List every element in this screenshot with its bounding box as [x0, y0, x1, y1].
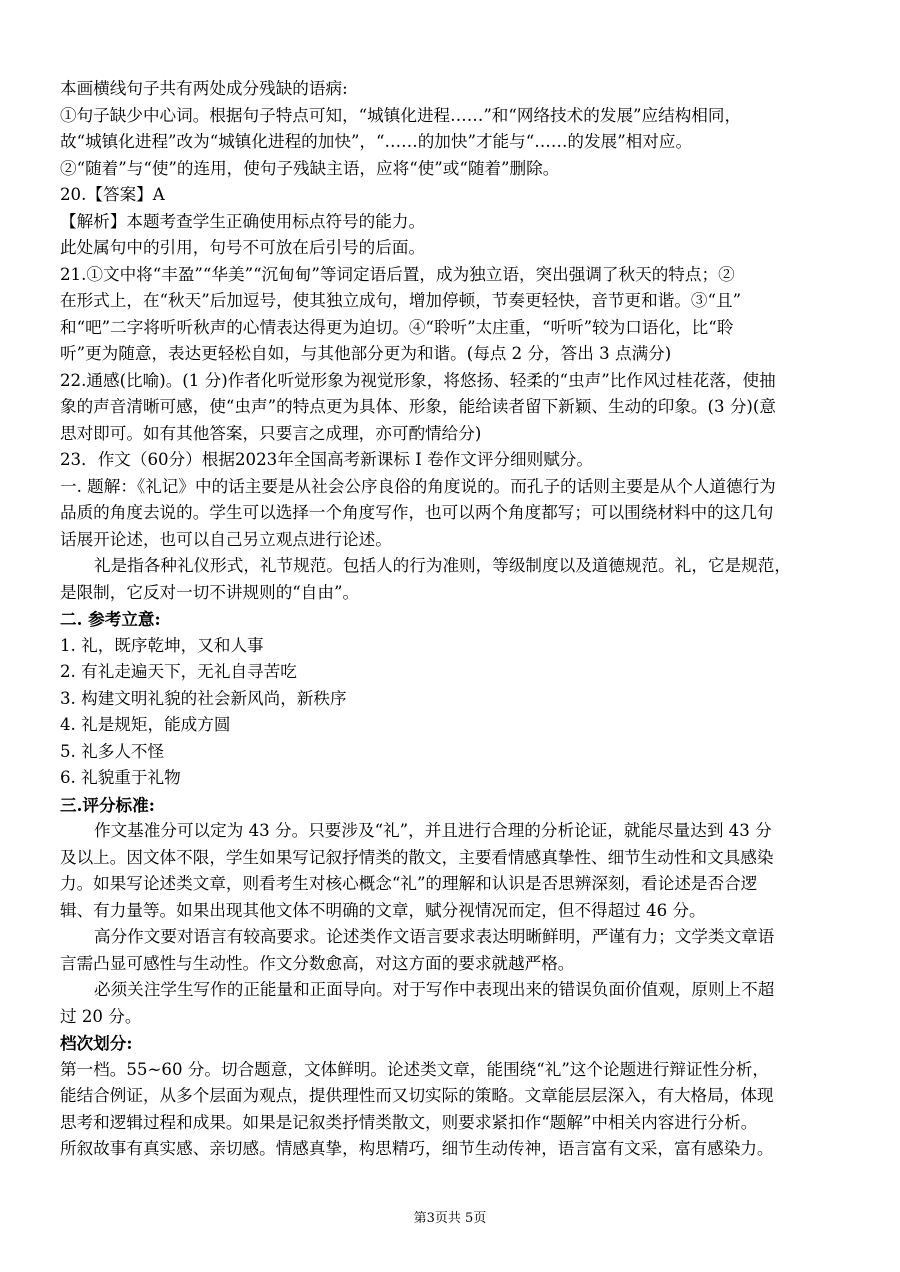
text-line: 思对即可。如有其他答案，只要言之成理，亦可酌情给分)	[60, 423, 482, 443]
text-line: 23．作文（60分）根据2023年全国高考新课标 I 卷作文评分细则赋分。	[60, 450, 593, 469]
text-line: 能结合例证，从多个层面为观点，提供理性而又切实际的策略。文章能层层深入，有大格局，体现	[60, 1086, 774, 1105]
text-line: 礼是指各种礼仪形式，礼节规范。包括人的行为准则，等级制度以及道德规范。礼，它是规范，	[94, 556, 791, 575]
text-line: 力。如果写论述类文章，则看考生对核心概念“礼”的理解和认识是否思辨深刻，看论述是否合逻	[60, 874, 758, 893]
text-line: 听”更为随意，表达更轻松自如，与其他部分更为和谐。(每点 2 分，答出 3 点满分)	[60, 344, 672, 363]
text-line: 20.【答案】A	[60, 185, 165, 204]
text-line: 本画横线句子共有两处成分残缺的语病:	[60, 79, 348, 98]
text-line: 【解析】本题考查学生正确使用标点符号的能力。	[60, 211, 426, 231]
text-line: ②“随着”与“使”的连用，使句子残缺主语，应将“使”或“随着”删除。	[60, 158, 560, 178]
text-line: 第一档。55~60 分。切合题意，文体鲜明。论述类文章，能围绕“礼”这个论题进行辩证性分析，	[60, 1059, 769, 1079]
text-line: 故“城镇化进程”改为“城镇化进程的加快”，“……的加快”才能与“……的发展”相对应。	[60, 132, 693, 151]
document-body	[60, 76, 840, 1163]
text-line: 在形式上，在“秋天”后加逗号，使其独立成句，增加停顿，节奏更轻快，音节更和谐。③“且”	[60, 291, 742, 310]
text-line: 高分作文要对语言有较高要求。论述类作文语言要求表达明晰鲜明，严谨有力；文学类文章语	[94, 927, 775, 946]
text-line: 话展开论述，也可以自己另立观点进行论述。	[60, 529, 392, 549]
text-line: 品质的角度去说的。学生可以选择一个角度写作，也可以两个角度都写；可以围绕材料中的这几句	[60, 503, 774, 522]
text-line: 档次划分:	[60, 1033, 133, 1053]
text-line: 思考和逻辑过程和成果。如果是记叙类抒情类散文，则要求紧扣作“题解”中相关内容进行分析。	[60, 1112, 758, 1132]
text-line: 6. 礼貌重于礼物	[60, 768, 181, 787]
text-line: 4. 礼是规矩，能成方圆	[60, 715, 231, 734]
text-line: 二. 参考立意:	[60, 609, 161, 629]
text-line: 象的声音清晰可感，使“虫声”的特点更为具体、形象，能给读者留下新颖、生动的印象。(3 分)(意	[60, 397, 776, 416]
text-line: 作文基准分可以定为 43 分。只要涉及“礼”，并且进行合理的分析论证，就能尽量达到 43 分	[94, 821, 772, 840]
text-line: 2. 有礼走遍天下，无礼自寻苦吃	[60, 662, 297, 681]
text-line: 言需凸显可感性与生动性。作文分数愈高，对这方面的要求就越严格。	[60, 953, 575, 973]
text-line: 三.评分标准:	[60, 794, 155, 815]
text-line: 辑、有力量等。如果出现其他文体不明确的文章，赋分视情况而定，但不得超过 46 分。	[60, 900, 706, 920]
text-line: 过 20 分。	[60, 1006, 142, 1026]
page-footer: 第3页共 5页	[413, 1211, 487, 1226]
text-line: 3. 构建文明礼貌的社会新风尚，新秩序	[60, 688, 347, 708]
text-line: 一. 题解：《礼记》中的话主要是从社会公序良俗的角度说的。而孔子的话则主要是从个人道德行为	[60, 476, 776, 496]
text-line: 必须关注学生写作的正能量和正面导向。对于写作中表现出来的错误负面价值观，原则上不超	[94, 980, 775, 999]
text-line: 和“吧”二字将听听秋声的心情表达得更为迫切。④“聆听”太庄重，“听听”较为口语化，比“聆	[60, 317, 734, 337]
text-line: 22.通感(比喻)。(1 分)作者化听觉形象为视觉形象，将悠扬、轻柔的“虫声”比作风过桂花落，使抽	[60, 370, 776, 390]
text-line: 及以上。因文体不限，学生如果写记叙抒情类的散文，主要看情感真挚性、细节生动性和文具感染	[60, 847, 774, 867]
text-line: ①句子缺少中心词。根据句子特点可知，“城镇化进程……”和“网络技术的发展”应结构相同，	[60, 105, 742, 125]
text-line: 5. 礼多人不怪	[60, 741, 165, 761]
text-line: 此处属句中的引用，句号不可放在后引号的后面。	[60, 238, 426, 257]
text-line: 21.①文中将“丰盈”“华美”“沉甸甸”等词定语后置，成为独立语，突出强调了秋天的特点；②	[60, 264, 735, 284]
text-line: 所叙故事有真实感、亲切感。情感真挚，构思精巧，细节生动传神，语言富有文采，富有感染力。	[60, 1139, 774, 1158]
text-line: 1. 礼，既序乾坤，又和人事	[60, 635, 264, 655]
text-line: 是限制，它反对一切不讲规则的“自由”。	[60, 582, 360, 602]
